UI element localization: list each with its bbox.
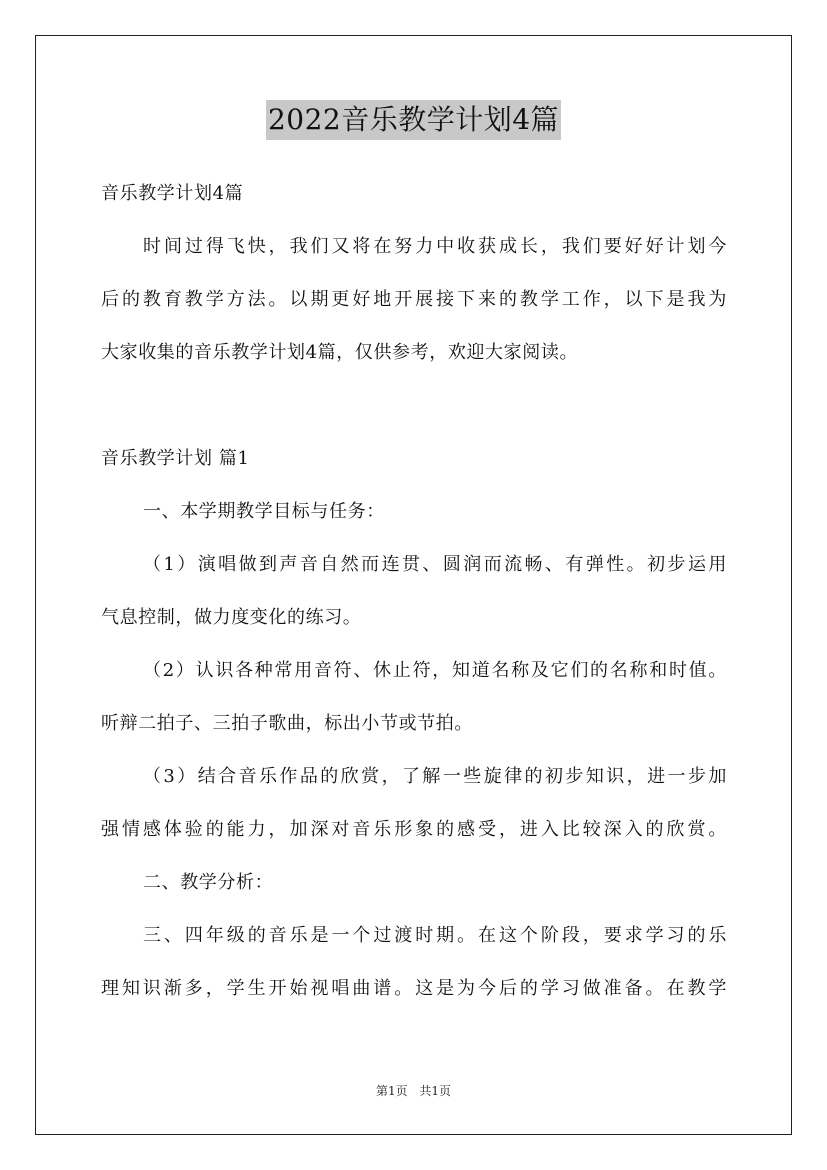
intro-line-1: 时间过得飞快，我们又将在努力中收获成长，我们要好好计划今: [143, 236, 727, 257]
analysis-line-2: 理知识渐多，学生开始视唱曲谱。这是为今后的学习做准备。在教学: [101, 978, 727, 999]
item3-line-2: 强情感体验的能力，加深对音乐形象的感受，进入比较深入的欣赏。: [101, 819, 727, 840]
title-container: [0, 100, 827, 140]
document-subtitle: 音乐教学计划4篇: [101, 183, 244, 204]
analysis-line-1: 三、四年级的音乐是一个过渡时期。在这个阶段，要求学习的乐: [143, 925, 727, 946]
page-footer: [0, 1082, 827, 1099]
item1-line-1: （1）演唱做到声音自然而连贯、圆润而流畅、有弹性。初步运用: [143, 554, 727, 575]
section-heading: 音乐教学计划 篇1: [101, 448, 250, 469]
paragraph-gap: [101, 384, 727, 437]
item2-line-1: （2）认识各种常用音符、休止符，知道名称及它们的名称和时值。: [143, 660, 727, 681]
item1-line-2: 气息控制，做力度变化的练习。: [101, 607, 362, 628]
intro-line-2: 后的教育教学方法。以期更好地开展接下来的教学工作，以下是我为: [101, 289, 727, 310]
intro-line-3: 大家收集的音乐教学计划4篇，仅供参考，欢迎大家阅读。: [101, 342, 579, 363]
item3-line-1: （3）结合音乐作品的欣赏，了解一些旋律的初步知识，进一步加: [143, 766, 727, 787]
document-body: [101, 172, 727, 1020]
document-title: 2022音乐教学计划4篇: [266, 100, 561, 140]
page-total: 共1页: [419, 1084, 452, 1098]
page-number: 第1页: [375, 1084, 408, 1098]
item2-line-2: 听辩二拍子、三拍子歌曲，标出小节或节拍。: [101, 713, 473, 734]
section1-heading: 一、本学期教学目标与任务：: [143, 501, 385, 522]
section2-heading: 二、教学分析：: [143, 872, 274, 893]
